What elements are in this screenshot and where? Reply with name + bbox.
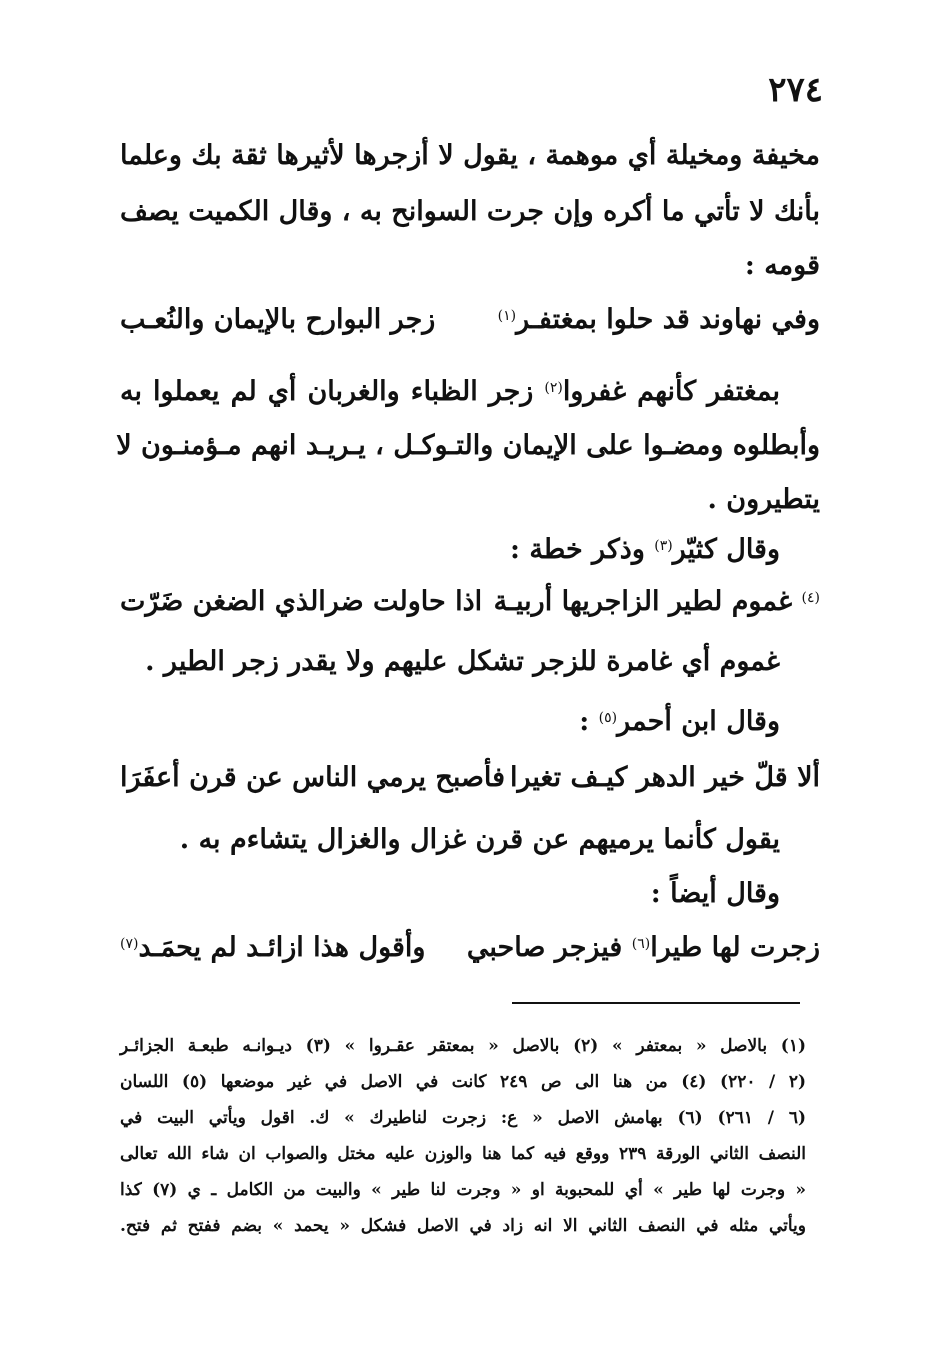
footnote-marker: (٢) xyxy=(544,380,563,396)
footnote-line: (٦ / ٢٦١) (٦) بهامش الاصل « ع: زجرت لناطيرك » ك. اقول ويأتي البيت في xyxy=(120,1108,807,1128)
verse-first-hemistich: زجرت لها طيرا$^{(٦)}$ فيزجر صاحبي xyxy=(466,932,820,963)
footnote-marker: (١) xyxy=(497,308,517,324)
text-line: بأنك لا تأتي ما أكره وإن جرت السوانح به ، وقال الكميت يصف xyxy=(120,196,820,227)
explanation-line: بمغتفر كأنهم غفروا$^{(٢)}$ زجر الظباء والغربان أي لم يعملوا به xyxy=(120,376,780,407)
explanation-line: وأبطلوه ومضـوا على الإيمان والتـوكـل ، يـريـد انهم مـؤمنـون لا xyxy=(116,430,820,461)
footnote-line: النصف الثاني الورقة ٢٣٩ ووقع فيه كما هنا والوزن عليه مختل والصواب ان شاء الله تعالى xyxy=(120,1144,806,1164)
verse-first-hemistich: $^{(٤)}$ غموم لطير الزاجريها أربيـة xyxy=(493,586,820,617)
verse-intro: وقال كثيّر$^{(٣)}$ وذكر خطة : xyxy=(509,534,780,565)
footnote-line: ويأتي مثله في النصف الثاني الا انه زاد في الاصل فشكل « يحمد » بضم ففتح ثم فتح. xyxy=(120,1216,806,1236)
verse-second-hemistich: وأقول هذا ازائـد لم يحمَـد$^{(٧)}$ xyxy=(120,932,426,963)
footnote-line: (١) بالاصل « بمعتفر » (٢) بالاصل « بمعتقر عقـروا » (٣) ديـوانـه طبعـة الجزائـر xyxy=(120,1036,807,1056)
footnote-marker: (٣) xyxy=(654,538,673,554)
verse-second-hemistich: فأصبح يرمي الناس عن قرن أعفَرَا xyxy=(120,762,506,793)
verse-first-hemistich: ألا قلّ خير الدهر كيـف تغيرا xyxy=(510,762,820,793)
footnote-marker: (٧) xyxy=(120,936,139,952)
verse-intro: وقال ابن أحمر$^{(٥)}$ : xyxy=(579,706,780,737)
verse-second-hemistich: اذا حاولت ضرالذي الضغن ضَرّت xyxy=(120,586,483,617)
footnote-separator xyxy=(512,1002,800,1004)
verse-second-hemistich: زجر البوارح بالإيمان والنُعـب xyxy=(120,304,436,335)
footnote-line: « وجرت لها طير » أي للمحبوبة او « وجرت لنا طير » والبيت من الكامل ـ ي (٧) كذا xyxy=(120,1180,806,1200)
footnote-marker: (٥) xyxy=(598,710,618,726)
explanation-line: يتطيرون . xyxy=(707,484,820,515)
verse-intro: وقال أيضاً : xyxy=(650,878,780,909)
footnote-marker: (٦) xyxy=(631,936,651,952)
footnote-marker: (٤) xyxy=(801,590,820,606)
footnote-line: (٢ / ٢٢٠) (٤) من هنا الى ص ٢٤٩ كانت في الاصل في غير موضعها (٥) اللسان xyxy=(120,1072,806,1092)
explanation-line: يقول كأنما يرميهم عن قرن غزال والغزال يتشاءم به . xyxy=(179,824,780,855)
text-line: قومه : xyxy=(744,250,820,281)
text-line: مخيفة ومخيلة أي موهمة ، يقول لا أزجرها لأثيرها ثقة بك وعلما xyxy=(120,140,820,171)
page-number: ٢٧٤ xyxy=(768,70,823,110)
explanation-line: غموم أي غامرة للزجر تشكل عليهم ولا يقدر زجر الطير . xyxy=(145,646,780,677)
verse-first-hemistich: وفي نهاوند قد حلوا بمغتفـر$^{(١)}$ xyxy=(497,304,820,335)
